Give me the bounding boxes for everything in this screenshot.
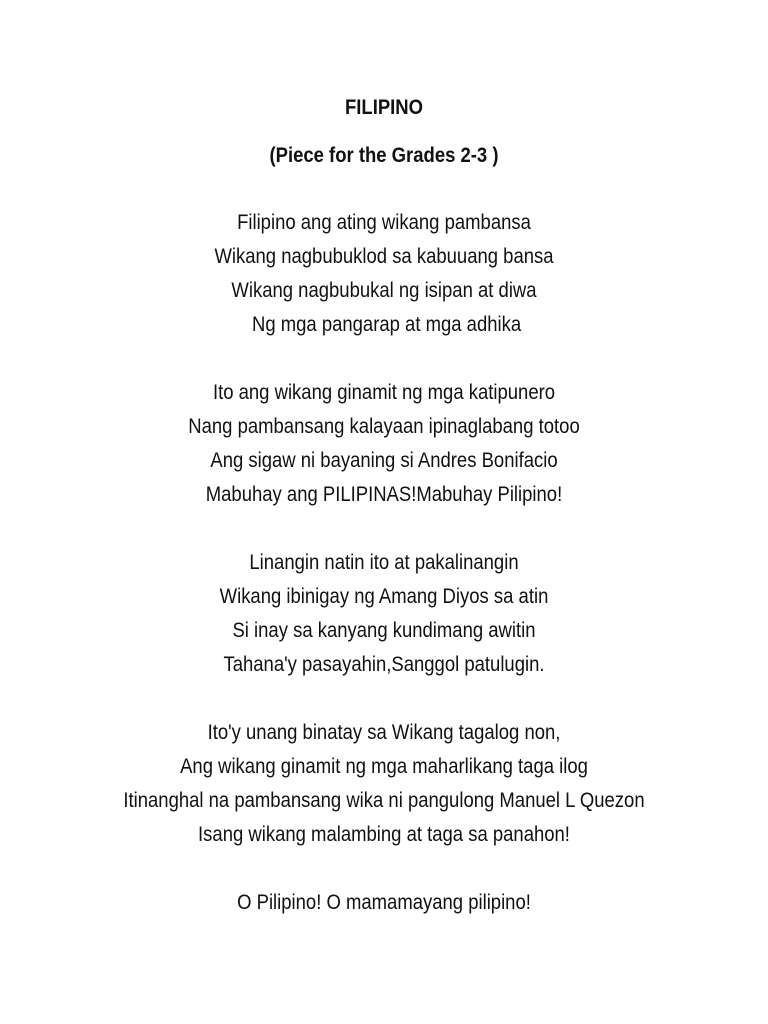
stanza-3 [0, 546, 768, 682]
poem-line: Ito ang wikang ginamit ng mga katipunero [212, 381, 556, 404]
stanza-1 [0, 206, 768, 342]
stanza-2 [0, 376, 768, 512]
stanza-5 [0, 886, 768, 920]
poem-line: Linangin natin ito at pakalinangin [249, 551, 519, 574]
poem-line: Filipino ang ating wikang pambansa [237, 211, 531, 234]
poem-line: Itinanghal na pambansang wika ni pangulong Manuel L Quezon [123, 789, 645, 812]
poem-line: O Pilipino! O mamamayang pilipino! [237, 891, 531, 914]
poem-body [0, 206, 768, 954]
poem-line: Si inay sa kanyang kundimang awitin [232, 619, 536, 642]
poem-line: Tahana'y pasayahin,Sanggol patulugin. [223, 653, 545, 676]
poem-line: Ng mga pangarap at mga adhika [246, 313, 522, 336]
poem-line: Wikang nagbubukal ng isipan at diwa [231, 279, 537, 302]
stanza-4 [0, 716, 768, 852]
poem-line: Wikang nagbubuklod sa kabuuang bansa [214, 245, 554, 268]
poem-line: Ang sigaw ni bayaning si Andres Bonifacio [210, 449, 558, 472]
poem-line: Ang wikang ginamit ng mga maharlikang taga ilog [180, 755, 588, 778]
poem-line: Ito'y unang binatay sa Wikang tagalog non, [207, 721, 561, 744]
poem-line: Nang pambansang kalayaan ipinaglabang totoo [188, 415, 580, 438]
poem-line: Wikang ibinigay ng Amang Diyos sa atin [219, 585, 549, 608]
poem-line: Mabuhay ang PILIPINAS!Mabuhay Pilipino! [205, 483, 563, 506]
document-subtitle: (Piece for the Grades 2-3 ) [269, 144, 499, 167]
document-title: FILIPINO [344, 96, 424, 119]
poem-line: Isang wikang malambing at taga sa panahon! [198, 823, 570, 846]
